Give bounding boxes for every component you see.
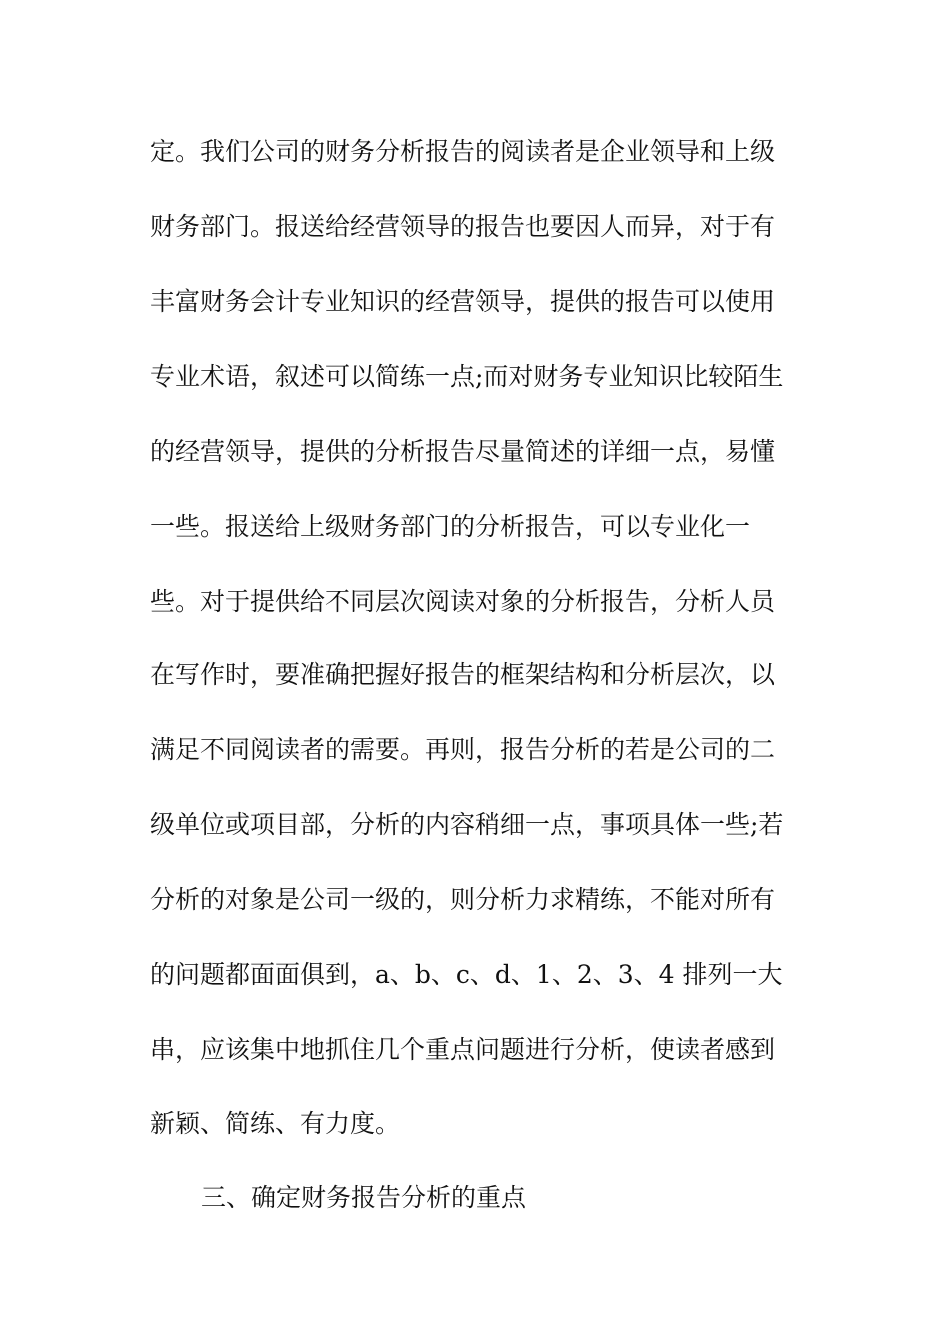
paragraph-line: 新颖、简练、有力度。 — [150, 1109, 401, 1138]
paragraph-line: 的经营领导，提供的分析报告尽量简述的详细一点，易懂 — [150, 437, 776, 466]
paragraph-line: 些。对于提供给不同层次阅读对象的分析报告，分析人员 — [150, 587, 776, 616]
paragraph-line: 财务部门。报送给经营领导的报告也要因人而异，对于有 — [150, 212, 776, 241]
paragraph-line: 专业术语，叙述可以简练一点;而对财务专业知识比较陌生 — [150, 362, 784, 391]
paragraph-line: 级单位或项目部，分析的内容稍细一点，事项具体一些;若 — [150, 810, 784, 839]
paragraph-line: 串，应该集中地抓住几个重点问题进行分析，使读者感到 — [150, 1035, 776, 1064]
paragraph-line: 在写作时，要准确把握好报告的框架结构和分析层次，以 — [150, 660, 776, 689]
paragraph-line: 分析的对象是公司一级的，则分析力求精练，不能对所有 — [150, 885, 776, 914]
paragraph-line: 满足不同阅读者的需要。再则，报告分析的若是公司的二 — [150, 735, 776, 764]
section-heading: 三、确定财务报告分析的重点 — [201, 1183, 527, 1212]
paragraph-line: 的问题都面面俱到，a、b、c、d、1、2、3、4 排列一大 — [150, 960, 783, 989]
paragraph-line: 丰富财务会计专业知识的经营领导，提供的报告可以使用 — [150, 287, 776, 316]
paragraph-line: 定。我们公司的财务分析报告的阅读者是企业领导和上级 — [150, 137, 776, 166]
paragraph-line: 一些。报送给上级财务部门的分析报告，可以专业化一 — [150, 512, 751, 541]
